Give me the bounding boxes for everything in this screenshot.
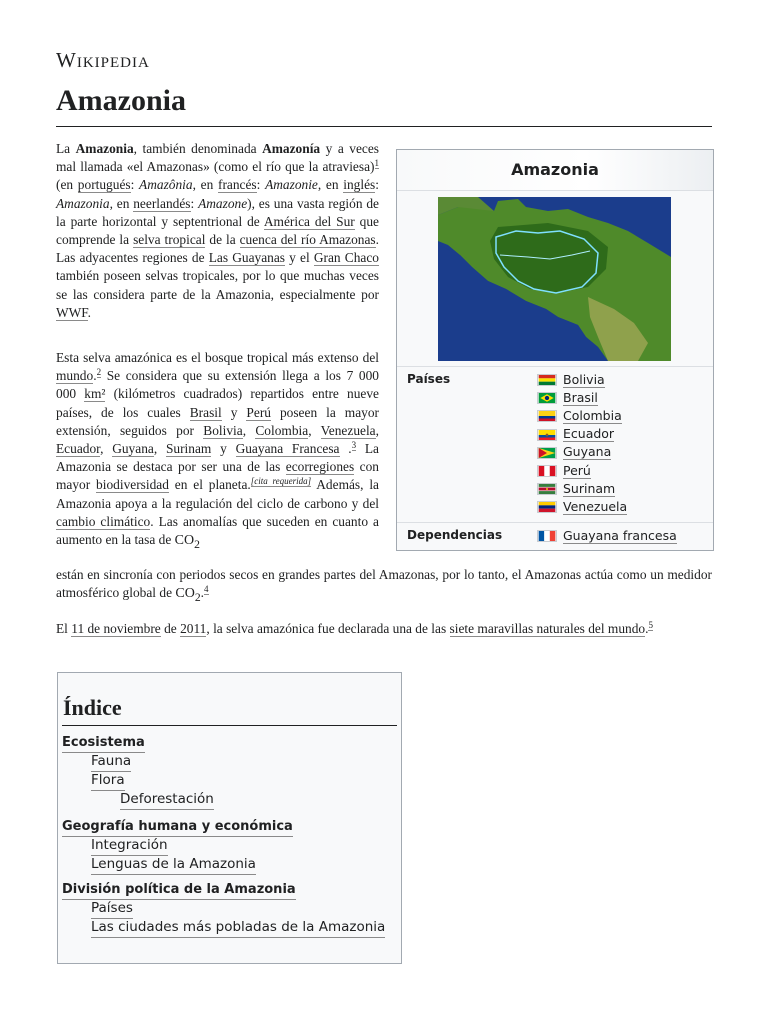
link-surinam[interactable]: Surinam	[165, 441, 212, 457]
infobox-dependencies-label: Dependencias	[407, 528, 503, 542]
ref-4-link[interactable]: 4	[204, 583, 209, 594]
bolivia-flag-icon	[537, 374, 557, 386]
country-item-brasil	[537, 389, 627, 407]
country-link-colombia[interactable]: Colombia	[563, 407, 622, 423]
link-ecorregiones[interactable]: ecorregiones	[285, 459, 355, 475]
country-link-guyana[interactable]: Guyana	[563, 444, 612, 460]
country-item-bolivia	[537, 371, 627, 389]
toc-link-deforestacion[interactable]: Deforestación	[120, 790, 214, 810]
ecuador-flag-icon	[537, 429, 557, 441]
country-link-venezuela[interactable]: Venezuela	[563, 498, 628, 514]
co2-formula: $CO_2$	[175, 586, 201, 604]
toc-link-geografia-humana[interactable]: Geografía humana y económica	[62, 817, 293, 837]
country-link-bolivia[interactable]: Bolivia	[563, 371, 605, 387]
toc-link-ecosistema[interactable]: Ecosistema	[62, 733, 145, 753]
link-2011[interactable]: 2011	[180, 621, 207, 636]
infobox	[396, 149, 714, 551]
ref-3-link[interactable]: 3	[351, 439, 357, 450]
toc-list	[62, 733, 398, 937]
country-link-peru[interactable]: Perú	[563, 462, 591, 478]
country-link-surinam[interactable]: Surinam	[563, 480, 616, 496]
link-peru[interactable]: Perú	[246, 404, 271, 420]
link-guayana-francesa[interactable]: Guayana Francesa	[235, 441, 340, 457]
amazon-satellite-map[interactable]	[438, 197, 671, 361]
suriname-flag-icon	[537, 483, 557, 495]
extension-paragraph: Esta selva amazónica es el bosque tropical más extenso del mundo.$^2$ Se considera que su extensión llega a los 7 000 000 km² (kilómetros cuadrados) repartidos entre nueve países, de los cuales Brasil y Perú poseen la mayor extensión, seguidos por Bolivia, Colombia, Venezuela, Ecuador, Guyana, Surinam y Guayana Francesa .$^3$ La Amazonia se destaca por ser una de las ecorregiones con mayor biodiversidad en el planeta.[cita requerida] Además, la Amazonia apoya a la regulación del ciclo de carbono y del cambio climático. Las anomalías que suceden en cuanto a aumento en la tasa de $CO_2$	[56, 350, 379, 551]
toc-link-division-politica[interactable]: División política de la Amazonia	[62, 880, 296, 900]
link-guyana[interactable]: Guyana	[112, 441, 154, 457]
link-wwf[interactable]: WWF	[56, 304, 88, 320]
link-siete-maravillas[interactable]: siete maravillas naturales del mundo	[449, 621, 646, 636]
link-brasil[interactable]: Brasil	[189, 404, 222, 420]
peru-flag-icon	[537, 465, 557, 477]
toc-link-flora[interactable]: Flora	[91, 771, 125, 791]
infobox-divider	[397, 522, 713, 523]
country-item-guyana	[537, 444, 627, 462]
wikipedia-wordmark[interactable]: Wikipedia	[56, 48, 150, 72]
link-colombia[interactable]: Colombia	[255, 422, 309, 438]
ref-5-link[interactable]: 5	[648, 619, 653, 630]
toc-title: Índice	[63, 695, 122, 720]
link-frances[interactable]: francés	[217, 177, 257, 193]
link-las-guayanas[interactable]: Las Guayanas	[208, 250, 286, 266]
table-of-contents	[57, 672, 402, 964]
link-biodiversidad[interactable]: biodiversidad	[96, 477, 169, 493]
toc-link-paises[interactable]: Países	[91, 899, 133, 919]
link-america-del-sur[interactable]: América del Sur	[263, 213, 355, 229]
toc-link-lenguas[interactable]: Lenguas de la Amazonia	[91, 855, 256, 875]
country-item-peru	[537, 462, 627, 480]
co2-formula: $CO_2$	[174, 533, 200, 551]
title-divider	[56, 126, 712, 127]
link-neerlandes[interactable]: neerlandés	[133, 195, 191, 211]
wonders-paragraph: El 11 de noviembre de 2011, la selva amazónica fue declarada una de las siete maravillas naturales del mundo.$^5$	[56, 619, 653, 636]
link-11-noviembre[interactable]: 11 de noviembre	[71, 621, 161, 636]
toc-link-fauna[interactable]: Fauna	[91, 752, 131, 772]
link-bolivia[interactable]: Bolivia	[203, 422, 243, 438]
infobox-country-list	[537, 371, 627, 517]
colombia-flag-icon	[537, 410, 557, 422]
dependency-link-guayana-francesa[interactable]: Guayana francesa	[563, 527, 677, 543]
link-mundo[interactable]: mundo	[56, 368, 94, 384]
country-link-brasil[interactable]: Brasil	[563, 389, 598, 405]
france-flag-icon	[537, 530, 557, 542]
dependency-item-guayana-francesa	[537, 527, 677, 545]
country-item-colombia	[537, 407, 627, 425]
link-portugues[interactable]: portugués	[77, 177, 131, 193]
venezuela-flag-icon	[537, 501, 557, 513]
country-item-surinam	[537, 480, 627, 498]
infobox-title: Amazonia	[397, 150, 713, 191]
link-ingles[interactable]: inglés	[343, 177, 376, 193]
ref-2-link[interactable]: 2	[96, 366, 102, 377]
toc-link-ciudades[interactable]: Las ciudades más pobladas de la Amazonia	[91, 918, 385, 938]
ref-1-link[interactable]: 1	[374, 157, 379, 168]
link-cuenca-amazonas[interactable]: cuenca del río Amazonas	[239, 232, 376, 248]
toc-divider	[62, 725, 397, 726]
link-cambio-climatico[interactable]: cambio climático	[56, 513, 151, 529]
link-gran-chaco[interactable]: Gran Chaco	[313, 250, 379, 266]
citation-needed-link[interactable]: [cita requerida]	[250, 475, 312, 486]
toc-link-integracion[interactable]: Integración	[91, 836, 168, 856]
brazil-flag-icon	[537, 392, 557, 404]
page-title: Amazonia	[56, 84, 186, 117]
infobox-divider	[397, 366, 713, 367]
link-venezuela[interactable]: Venezuela	[320, 422, 376, 438]
link-km2[interactable]: km²	[84, 386, 106, 402]
co2-paragraph-continuation: están en sincronía con periodos secos en grandes partes del Amazonas, por lo tanto, el Amazonas actúa como un medidor atmosférico global de $CO_2.^4$	[56, 567, 712, 604]
link-selva-tropical[interactable]: selva tropical	[133, 232, 206, 248]
country-item-ecuador	[537, 426, 627, 444]
intro-paragraph: La Amazonia, también denominada Amazonía y a veces mal llamada «el Amazonas» (como el río que la atraviesa)$^1$ (en portugués: Amazônia, en francés: Amazonie, en inglés: Amazonia, en neerlandés: Amazone), es una vasta región de la parte horizontal y septentrional de América del Sur que comprende la selva tropical de la cuenca del río Amazonas. Las adyacentes regiones de Las Guayanas y el Gran Chaco también poseen selvas tropicales, por lo que muchas veces se las considera parte de la Amazonia, especialmente por WWF.	[56, 141, 380, 320]
guyana-flag-icon	[537, 447, 557, 459]
infobox-countries-label: Países	[407, 372, 451, 386]
country-item-venezuela	[537, 498, 627, 516]
country-link-ecuador[interactable]: Ecuador	[563, 426, 615, 442]
link-ecuador[interactable]: Ecuador	[56, 441, 101, 457]
